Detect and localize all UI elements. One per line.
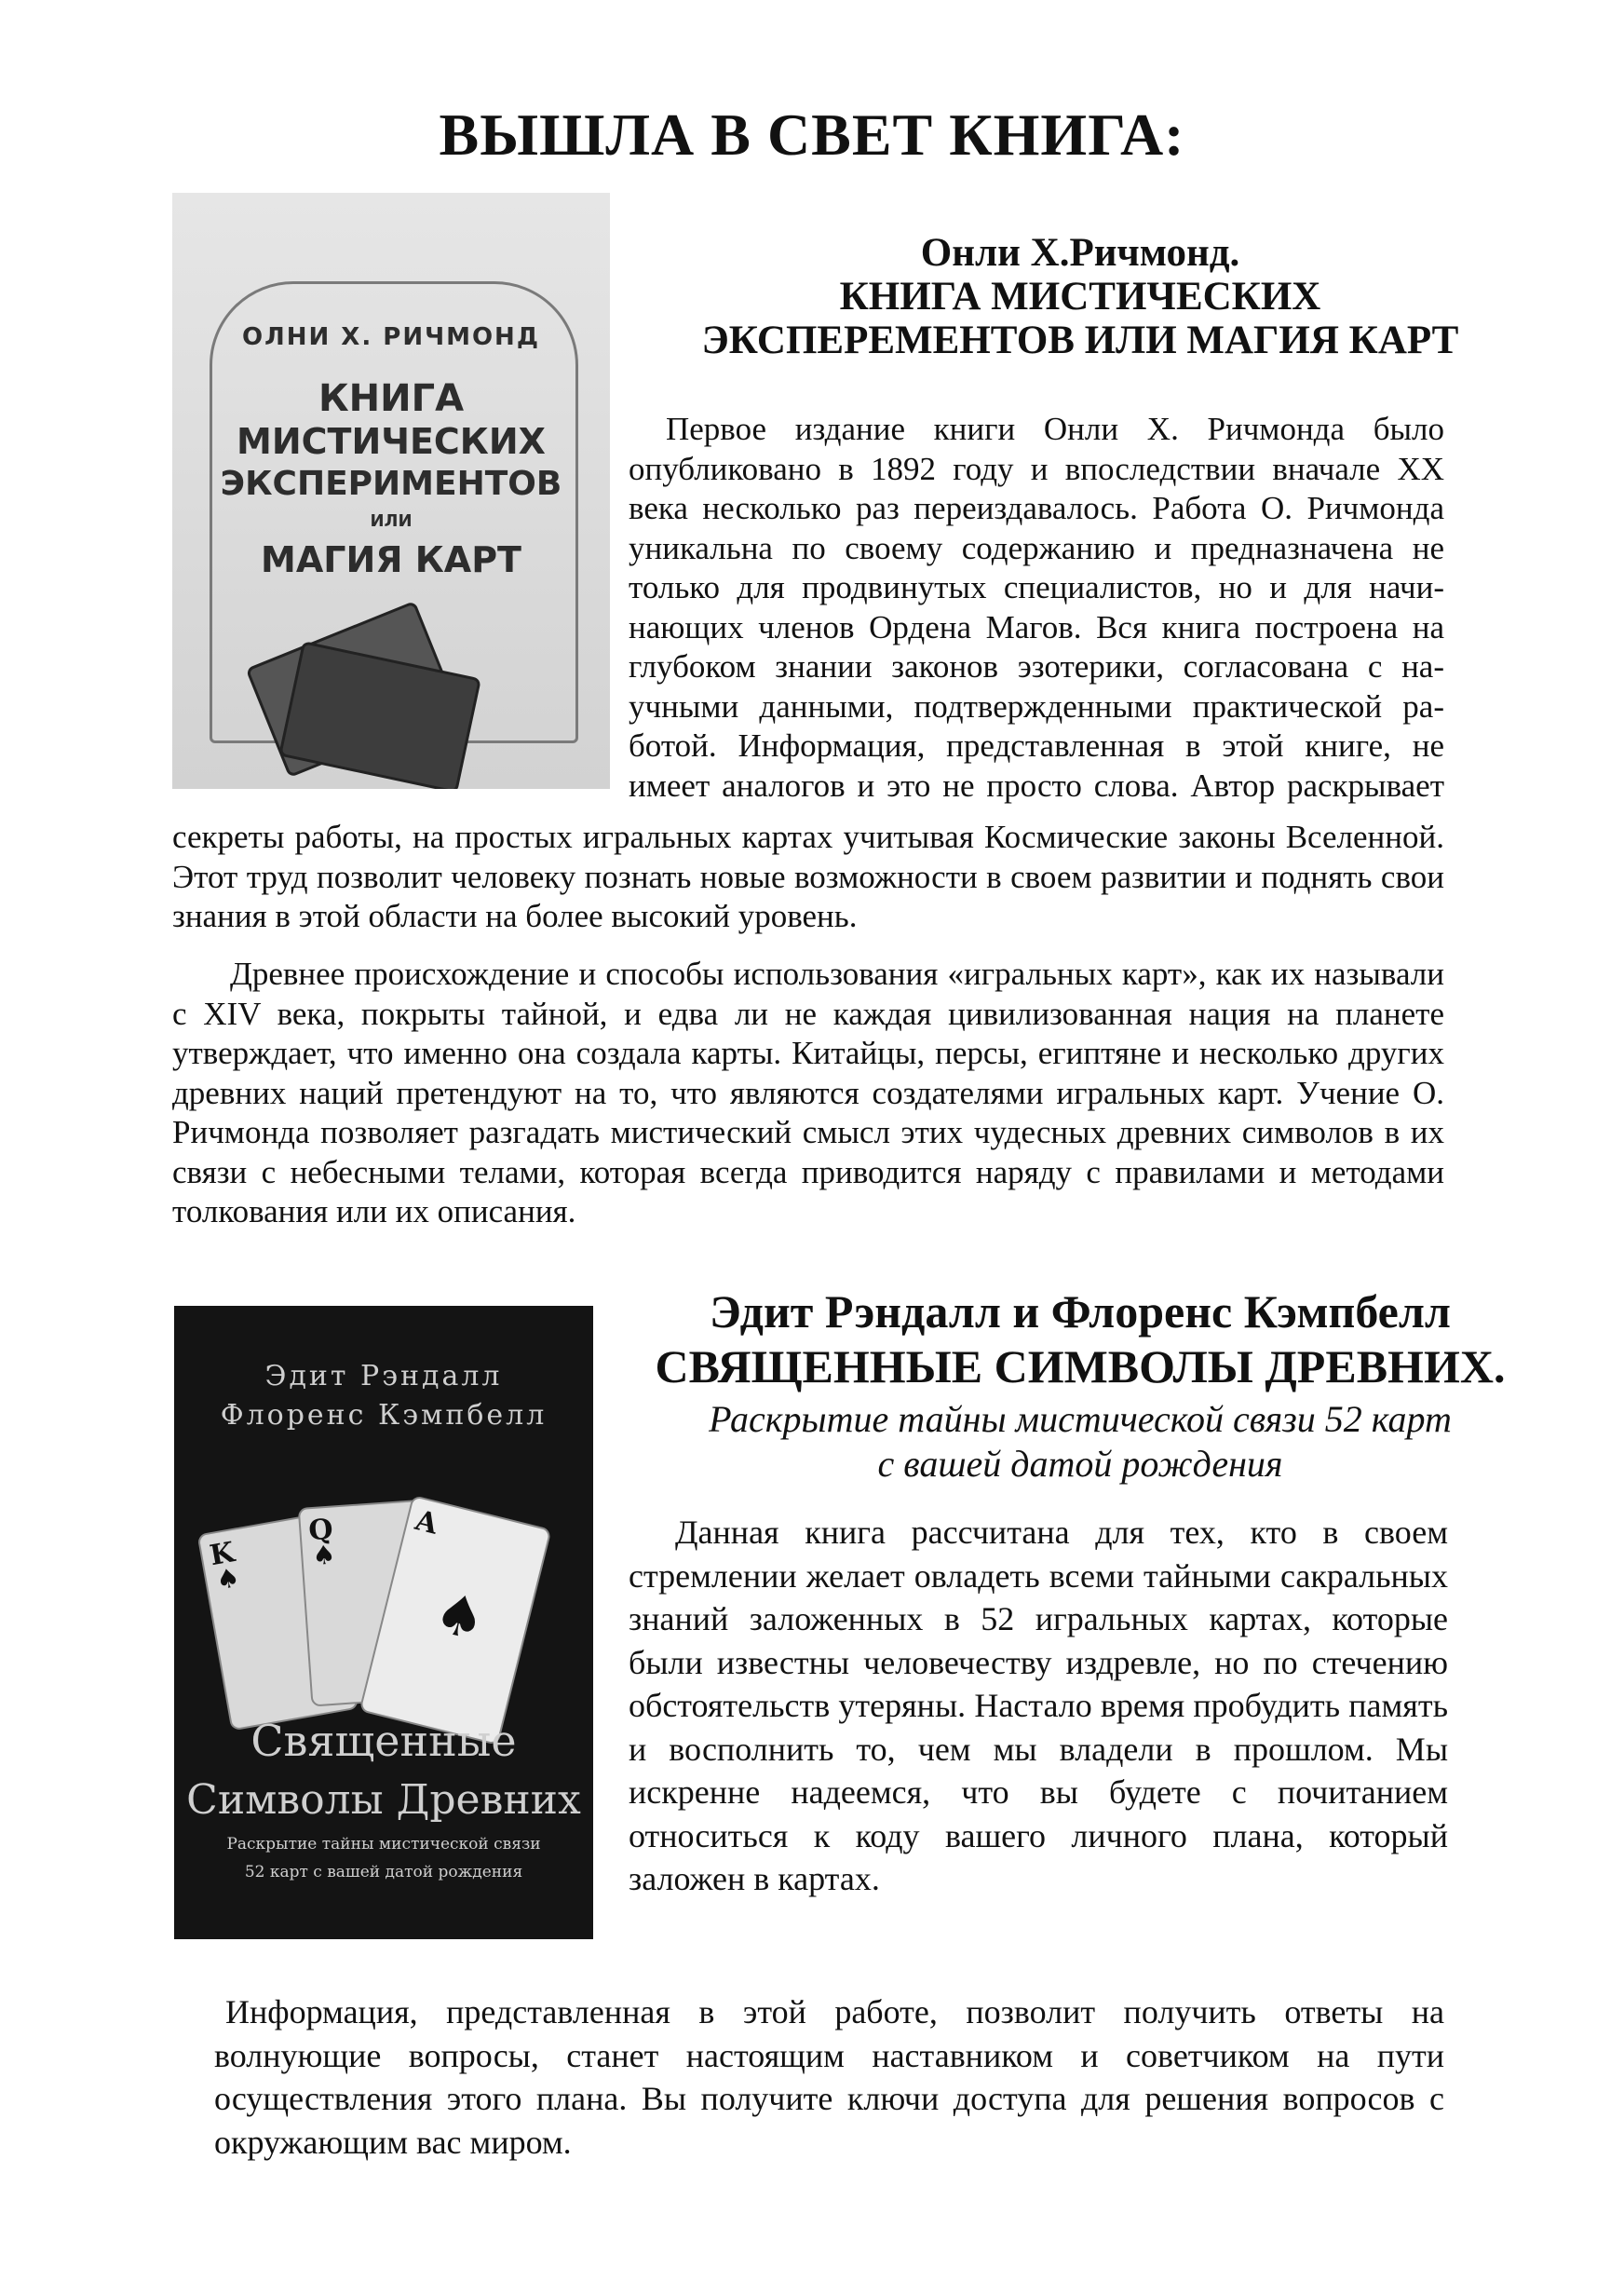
card-rank: K (207, 1536, 237, 1573)
text-line: имеет аналогов и это не просто слова. Автор раскрывает (629, 767, 1444, 804)
book1-title-line2: ЭКСПЕРЕМЕНТОВ ИЛИ МАГИЯ КАРТ (701, 319, 1459, 362)
cover-title-line: Священные (250, 1716, 517, 1766)
spade-icon: ♠ (427, 1579, 493, 1655)
text-line: опубликовано в 1892 году и впоследствии вначале XX (629, 450, 1444, 487)
text-line: ботой. Информация, представленная в этой книге, не (629, 727, 1444, 764)
book2-title: СВЯЩЕННЫЕ СИМВОЛЫ ДРЕВНИХ. (655, 1340, 1506, 1392)
cover-title-line: КНИГА (318, 377, 465, 420)
text-line: уникальна по своему содержанию и предназначена не (629, 529, 1444, 566)
book1-description-continued: секреты работы, на простых игральных картах учитывая Космические законы Вселенной. Этот труд позволит человеку познать новые возможности в своем развитии и поднять свои знания в этой области на более высокий уровень. (172, 819, 1444, 934)
text-line: только для продвинутых специалистов, но и для начи- (629, 569, 1444, 605)
card-rank: A (412, 1504, 441, 1541)
book1-author: Онли Х.Ричмонд. (920, 231, 1240, 275)
text-line: века несколько раз переиздавалось. Работа О. Ричмонда (629, 490, 1444, 526)
cover-author: Эдит Рэндалл (264, 1360, 503, 1392)
spade-icon: ♠ (311, 1539, 337, 1572)
card-rank: Q (307, 1513, 334, 1548)
book1-title-line1: КНИГА МИСТИЧЕСКИХ (839, 275, 1321, 319)
book2-subtitle-line1: Раскрытие тайны мистической связи 52 карт (709, 1398, 1452, 1440)
book2-cover-image (174, 1306, 593, 1939)
spade-icon: ♠ (213, 1561, 243, 1596)
cover-title-line: МИСТИЧЕСКИХ (237, 421, 546, 462)
cover-author: Флоренс Кэмпбелл (220, 1399, 548, 1432)
cover-title-line: ЭКСПЕРИМЕНТОВ (220, 465, 562, 503)
cover-author: ОЛНИ Х. РИЧМОНД (242, 323, 540, 351)
text-line: Первое издание книги Онли Х. Ричмонда было (666, 411, 1444, 447)
book1-description-wrapped (629, 410, 1444, 806)
book2-description: Данная книга рассчитана для тех, кто в своем стремлении желает овладеть всеми тайными сакральных знаний заложенных в 52 игральных картах, которые были известны человечеству издревле, но по стечению обстоятельств утеряны. Настало время пробудить память и восполнить то, чем мы владели в прошлом. Мы искренне надеемся, что вы будете с почитанием относиться к коду вашего личного плана, который заложен в картах. (629, 1514, 1448, 1897)
cover-title-line: Символы Древних (186, 1776, 581, 1824)
book2-benefits-paragraph: Информация, представленная в этой работе, позволит получить ответы на волнующие вопросы, станет настоящим наставником и советчиком на пути осуществления этого плана. Вы получите ключи доступа для решения вопросов с окружающим вас миром. (214, 1993, 1444, 2161)
text-line: нающих членов Ордена Магов. Вся книга построена на (629, 608, 1444, 645)
cover-subtitle-line: Раскрытие тайны мистической связи (226, 1835, 541, 1854)
book2-authors: Эдит Рэндалл и Флоренс Кэмпбелл (710, 1285, 1451, 1338)
book1-cover-image (172, 193, 610, 789)
page-title: ВЫШЛА В СВЕТ КНИГА: (439, 102, 1185, 168)
cover-subtitle-line: 52 карт с вашей датой рождения (244, 1863, 523, 1881)
text-line: глубоком знании законов эзотерики, согласована с на- (629, 648, 1444, 685)
text-line: учными данными, подтвержденными практической ра- (629, 687, 1444, 725)
cover-title-line: ИЛИ (370, 511, 413, 531)
cover-title-line: МАГИЯ КАРТ (261, 539, 521, 580)
book2-subtitle-line2: с вашей датой рождения (877, 1443, 1283, 1485)
book1-history-paragraph: Древнее происхождение и способы использования «игральных карт», как их называли с XIV века, покрыты тайной, и едва ли не каждая цивилизованная нация на планете утверждает, что именно она создала карты. Китайцы, персы, египтяне и несколько других древних наций претендуют на то, что являются создателями игральных карт. Учение О. Ричмонда позволяет разгадать мистический смысл этих чудесных древних символов в их связи с небесными телами, которая всегда приводится наряду с правилами и методами толкования или их описания. (172, 956, 1444, 1229)
